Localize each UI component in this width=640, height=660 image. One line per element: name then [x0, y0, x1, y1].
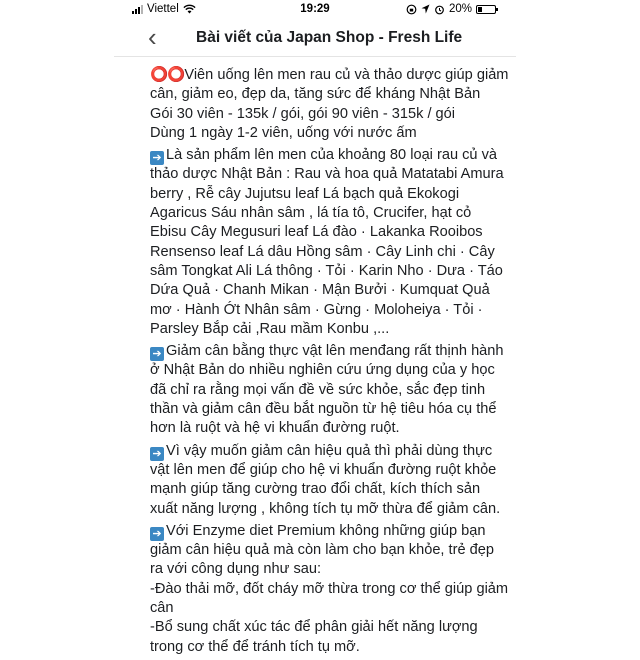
battery-icon [476, 5, 496, 14]
red-circles-icon: ⭕⭕ [150, 67, 185, 83]
intro-line: Gói 30 viên - 135k / gói, gói 90 viên - 315k / gói [150, 105, 456, 122]
battery-percent: 20% [448, 3, 472, 15]
back-chevron-icon[interactable]: ‹ [148, 22, 157, 52]
phone-screen [114, 0, 516, 655]
status-time: 19:29 [300, 3, 330, 15]
right-arrow-icon: ➔ [150, 527, 164, 541]
right-arrow-icon: ➔ [150, 447, 164, 461]
nav-bar [114, 20, 516, 57]
status-bar [114, 0, 516, 20]
post-paragraph: ➔ Giảm cân bằng thực vật lên menđang rất thịnh hành ở Nhật Bản do nhiều nghiên cứu ứng dụng của y học đã chỉ ra rằng mọi vấn đề về sức khỏe, sắc đẹp tinh thần và giảm cân đều bắt nguồn từ hệ tiêu hóa cụ thể hơn là ruột và hệ vi khuẩn đường ruột. [150, 343, 504, 437]
intro-line: ⭕⭕Viên uống lên men rau củ và thảo dược giúp giảm cân, giảm eo, đẹp da, tăng sức để kháng Nhật Bản [150, 67, 509, 103]
benefit-line: -Đào thải mỡ, đốt cháy mỡ thừa trong cơ thể giúp giảm cân [150, 580, 509, 617]
post-paragraph: ➔ Là sản phẩm lên men của khoảng 80 loại rau củ và thảo dược Nhật Bản : Rau và hoa quả Matatabi Amura berry , Rễ cây Jujutsu leaf Lá bạch quả Ekokogi Agaricus Sáu nhân sâm , lá tía tô, Crucifer, hạt cỏ Ebisu Cây Megusuri leaf Lá đào · Lakanka Rooibos Rensenso leaf Lá dâu Hồng sâm · Cây Linh chi · Cây sâm Tongkat Ali Lá thông · Tỏi · Karin Nho · Dưa · Táo Dứa Quả · Chanh Mikan · Mận Bưởi · Kumquat Quả mơ · Hành Ớt Nhân sâm · Gừng · Moloheiya · Tỏi · Parsley Bắp cải ,Rau mầm Konbu ,... [150, 147, 504, 337]
rotation-lock-icon [406, 4, 417, 15]
right-arrow-icon: ➔ [150, 347, 164, 361]
post-paragraph: ➔ Vì vậy muốn giảm cân hiệu quả thì phải dùng thực vật lên men để giúp cho hệ vi khuẩn đường ruột khỏe mạnh giúp tăng cường trao đổi chất, kích thích sản xuất năng lượng , không tích tụ mỡ thừa để giảm cân. [150, 442, 501, 517]
post-body [150, 66, 510, 660]
page-title: Bài viết của Japan Shop - Fresh Life [196, 29, 463, 46]
benefit-line: -Bổ sung chất xúc tác để phân giải hết năng lượng trong cơ thể để tránh tích tụ mỡ. [150, 619, 478, 655]
status-right [406, 3, 496, 15]
right-arrow-icon: ➔ [150, 151, 164, 165]
location-icon [421, 4, 430, 14]
intro-line: Dùng 1 ngày 1-2 viên, uống với nước ấm [150, 124, 417, 141]
carrier-name: Viettel [147, 3, 179, 15]
post-intro [150, 66, 510, 143]
alarm-icon [434, 4, 445, 15]
post-paragraph: ➔ Với Enzyme diet Premium không những giúp bạn giảm cân hiệu quả mà còn làm cho bạn khỏe, trẻ đẹp ra với công dụng như sau: -Đào thải mỡ, đốt cháy mỡ thừa trong cơ thể giúp giảm cân -Bổ sung chất xúc tác để phân giải hết năng lượng trong cơ thể để tránh tích tụ mỡ. [150, 522, 510, 657]
